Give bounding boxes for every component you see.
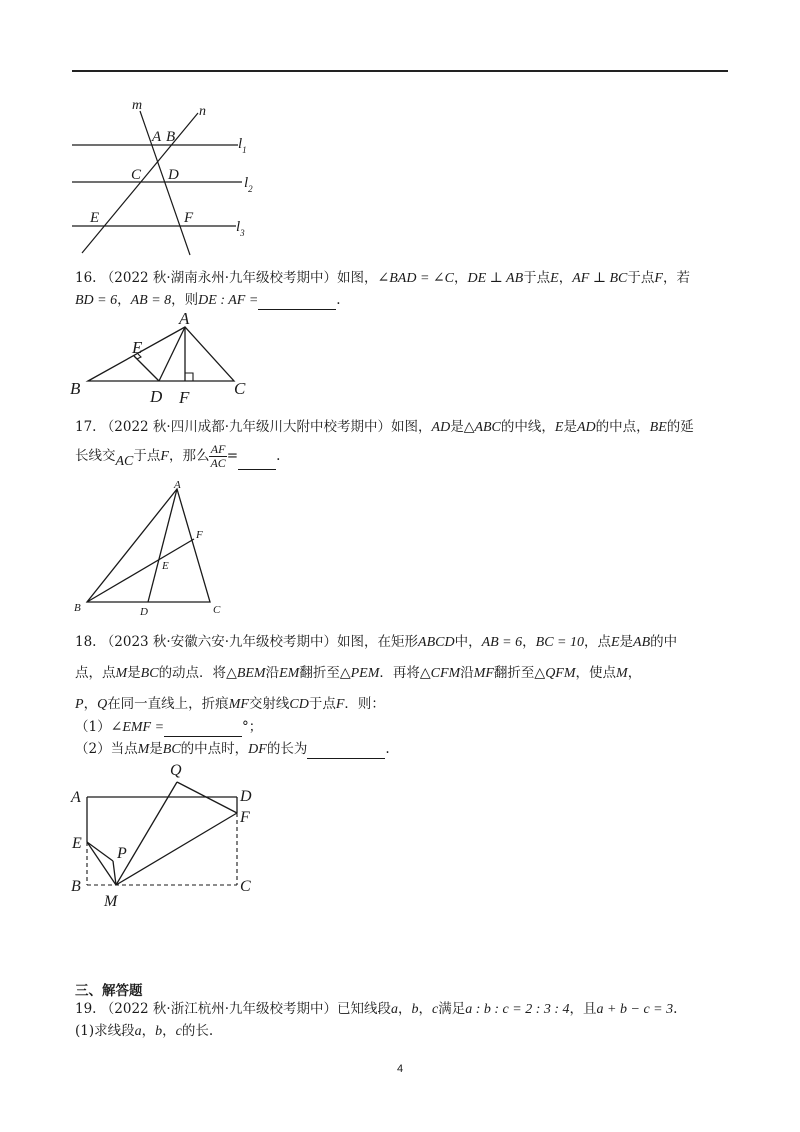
q19-line2: (1)求线段a，b，c的长. bbox=[75, 1023, 214, 1039]
page-number: 4 bbox=[396, 1063, 404, 1075]
q16-line1: 16. （2022 秋·湖南永州·九年级校考期中）如图，∠BAD = ∠C，DE ⊥ AB于点E，AF ⊥ BC于点F，若 bbox=[75, 270, 690, 286]
q18-line4: （1）∠EMF = °； bbox=[75, 719, 263, 735]
figure-parallel-lines bbox=[60, 95, 270, 250]
figure-q17-triangle bbox=[70, 478, 240, 618]
q18-answer-blank-2[interactable] bbox=[307, 744, 385, 759]
q17-answer-blank[interactable] bbox=[238, 455, 276, 470]
label-E: E bbox=[90, 210, 100, 226]
figure-q18-rectangle-fold bbox=[64, 758, 274, 908]
q18-label-M: M bbox=[104, 893, 118, 910]
q19-line1: 19. （2022 秋·浙江杭州·九年级校考期中）已知线段a，b，c满足a : b : c = 2 : 3 : 4，且a + b − c = 3. bbox=[75, 1001, 678, 1017]
q16-answer-blank[interactable] bbox=[258, 295, 336, 310]
q17-fraction: $\frac{AF}{AC}$ bbox=[210, 442, 226, 470]
q16-label-C: C bbox=[234, 379, 246, 398]
q18-line2: 点，点M是BC的动点．将△BEM沿EM翻折至△PEM．再将△CFM沿MF翻折至△QFM，使点M， bbox=[75, 665, 642, 681]
header-rule bbox=[72, 70, 728, 72]
q16-label-D: D bbox=[150, 387, 163, 406]
label-n: n bbox=[199, 104, 206, 119]
q17-label-A: A bbox=[174, 479, 181, 491]
q16-line2: BD = 6，AB = 8，则DE : AF = . bbox=[75, 292, 341, 308]
section-title-answer-questions: 三、解答题 bbox=[75, 983, 143, 999]
q18-answer-blank-1[interactable] bbox=[164, 722, 242, 737]
q18-label-A: A bbox=[71, 789, 81, 806]
q18-label-D: D bbox=[240, 788, 252, 805]
q18-line1: 18. （2023 秋·安徽六安·九年级校考期中）如图，在矩形ABCD中，AB = 6，BC = 10，点E是AB的中 bbox=[75, 634, 678, 650]
label-l1: $l_1$ bbox=[238, 136, 247, 155]
q18-line3: P，Q在同一直线上，折痕MF交射线CD于点F．则： bbox=[75, 696, 385, 712]
q17-label-C: C bbox=[213, 604, 221, 616]
q18-label-F: F bbox=[240, 809, 250, 826]
label-D: D bbox=[168, 167, 179, 183]
label-m: m bbox=[132, 98, 143, 113]
q16-label-E: E bbox=[132, 338, 143, 357]
q16-label-B: B bbox=[70, 379, 81, 398]
q16-label-A: A bbox=[179, 309, 190, 328]
q17-line1: 17. （2022 秋·四川成都·九年级川大附中校考期中）如图，AD是△ABC的中线，E是AD的中点，BE的延 bbox=[75, 419, 694, 435]
label-B: B bbox=[166, 129, 176, 145]
q18-label-E: E bbox=[72, 835, 82, 852]
label-F: F bbox=[184, 210, 194, 226]
label-A: A bbox=[152, 129, 162, 145]
q16-label-F: F bbox=[179, 388, 190, 407]
q18-label-C: C bbox=[240, 878, 251, 895]
q18-label-Q: Q bbox=[170, 762, 182, 779]
label-C: C bbox=[131, 167, 142, 183]
label-l3: $l_3$ bbox=[236, 219, 245, 238]
label-l2: $l_2$ bbox=[244, 175, 253, 194]
q17-label-E: E bbox=[162, 560, 169, 572]
figure-q16-triangle bbox=[66, 310, 256, 405]
q17-label-D: D bbox=[140, 606, 148, 618]
q18-label-B: B bbox=[71, 878, 81, 895]
q17-line2: 长线交AC于点F，那么 $\frac{AF}{AC}$ = . bbox=[75, 442, 281, 470]
q18-line5: （2）当点M是BC的中点时，DF的长为 . bbox=[75, 741, 390, 757]
q17-label-B: B bbox=[74, 602, 81, 614]
q17-label-F: F bbox=[196, 529, 203, 541]
q18-label-P: P bbox=[117, 845, 127, 862]
